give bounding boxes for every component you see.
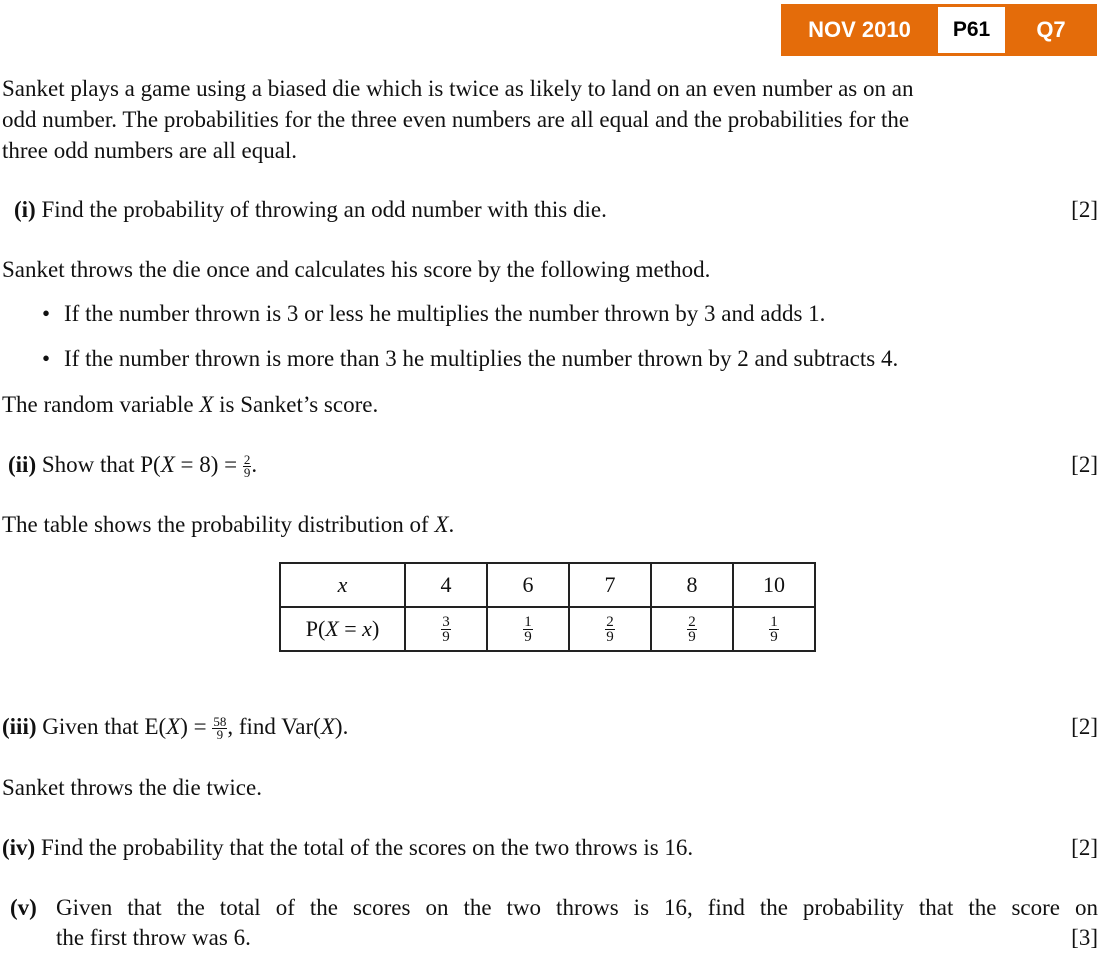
part-iii-marks: [2] xyxy=(1071,714,1098,739)
fraction-numerator: 2 xyxy=(606,613,614,630)
rv-text-post: is Sanket’s score. xyxy=(213,392,379,417)
fraction-denominator: 9 xyxy=(770,628,778,645)
table-cell-probability xyxy=(651,607,733,651)
table-cell-value: 8 xyxy=(651,563,733,607)
header-p-pre: P( xyxy=(305,616,326,641)
table-header-probability xyxy=(280,607,405,651)
part-iii-variable: X xyxy=(166,714,181,739)
fraction-numerator: 3 xyxy=(442,613,450,630)
question-header xyxy=(781,4,1097,56)
part-ii xyxy=(2,450,1098,480)
method-intro: Sanket throws the die once and calculates his score by the following method. xyxy=(2,257,711,282)
part-iii-text-post2: ). xyxy=(334,714,349,739)
exam-date: NOV 2010 xyxy=(808,17,911,42)
header-p-x: x xyxy=(362,616,372,641)
part-ii-marks: [2] xyxy=(1071,452,1098,477)
part-iii-text-mid: ) = xyxy=(180,714,213,739)
fraction-numerator: 58 xyxy=(213,714,227,730)
probability-distribution-table xyxy=(279,562,816,652)
part-v-marks: [3] xyxy=(1071,925,1098,950)
rv-text-pre: The random variable xyxy=(2,392,200,417)
table-cell-value: 7 xyxy=(569,563,651,607)
part-iv-label: (iv) xyxy=(2,835,36,860)
table-cell-probability xyxy=(569,607,651,651)
fraction-numerator: 2 xyxy=(688,613,696,630)
table-cell-probability xyxy=(405,607,487,651)
part-iii-fraction xyxy=(212,716,227,741)
part-iv-text: Find the probability that the total of the scores on the two throws is 16. xyxy=(40,835,694,860)
part-v-line-2: the first throw was 6. xyxy=(56,925,251,950)
part-ii-text-mid: = 8) = xyxy=(174,452,243,477)
table-row-values xyxy=(280,563,815,607)
part-iii-variable-2: X xyxy=(320,714,335,739)
table-row-probabilities xyxy=(280,607,815,651)
intro-line-2: odd number. The probabilities for the three even numbers are all equal and the probabilities for the xyxy=(2,107,910,132)
fraction-denominator: 9 xyxy=(442,628,450,645)
fraction-numerator: 1 xyxy=(770,613,778,630)
question-number: Q7 xyxy=(1036,17,1066,42)
part-v-label: (v) xyxy=(10,895,37,920)
part-ii-text-pre: Show that P( xyxy=(41,452,161,477)
rv-variable: X xyxy=(199,392,214,417)
random-variable-definition xyxy=(2,390,378,420)
table-cell-value: 6 xyxy=(487,563,569,607)
method-bullet-2-text: If the number thrown is more than 3 he multiplies the number thrown by 2 and subtracts 4. xyxy=(64,346,899,371)
table-cell-value: 4 xyxy=(405,563,487,607)
table-intro-variable: X xyxy=(434,512,449,537)
table-intro-post: . xyxy=(448,512,455,537)
table-intro-pre: The table shows the probability distribution of xyxy=(2,512,435,537)
intro-line-1: Sanket plays a game using a biased die which is twice as likely to land on an even number as on an xyxy=(2,76,914,101)
fraction-denominator: 9 xyxy=(688,628,696,645)
part-i-label: (i) xyxy=(14,197,36,222)
throws-twice-text: Sanket throws the die twice. xyxy=(2,775,262,800)
part-ii-text-post: . xyxy=(251,452,258,477)
header-p-variable: X xyxy=(325,616,339,641)
part-iv xyxy=(2,833,1098,863)
method-bullet-1-text: If the number thrown is 3 or less he multiplies the number thrown by 3 and adds 1. xyxy=(64,301,826,326)
part-i-text: Find the probability of throwing an odd number with this die. xyxy=(41,197,607,222)
part-iv-marks: [2] xyxy=(1071,835,1098,860)
part-iii xyxy=(2,712,1098,742)
table-header-x xyxy=(280,563,405,607)
bullet-icon: • xyxy=(42,346,51,371)
fraction-denominator: 9 xyxy=(243,465,251,481)
part-iii-label: (iii) xyxy=(2,714,37,739)
table-cell-probability xyxy=(487,607,569,651)
table-cell-value: 10 xyxy=(733,563,815,607)
fraction-numerator: 2 xyxy=(243,452,251,468)
part-ii-variable: X xyxy=(160,452,175,477)
header-p-post: ) xyxy=(371,616,380,641)
method-bullet-2 xyxy=(42,344,898,374)
header-p-mid: = xyxy=(338,616,363,641)
fraction-denominator: 9 xyxy=(606,628,614,645)
part-i-marks: [2] xyxy=(1071,197,1098,222)
table-intro xyxy=(2,510,454,540)
fraction-denominator: 9 xyxy=(524,628,532,645)
part-i xyxy=(2,195,1098,225)
part-iii-text-pre: Given that E( xyxy=(42,714,167,739)
header-x-symbol: x xyxy=(337,572,348,597)
part-v-line-1: Given that the total of the scores on the two throws is 16, find the probability that the score on xyxy=(56,895,1098,920)
table-cell-probability xyxy=(733,607,815,651)
paper-code: P61 xyxy=(938,7,1005,53)
fraction-numerator: 1 xyxy=(524,613,532,630)
part-ii-label: (ii) xyxy=(8,452,37,477)
intro-line-3: three odd numbers are all equal. xyxy=(2,138,298,163)
part-iii-text-post1: , find Var( xyxy=(227,714,321,739)
fraction-denominator: 9 xyxy=(216,727,224,743)
bullet-icon: • xyxy=(42,301,51,326)
method-bullet-1 xyxy=(42,299,825,329)
